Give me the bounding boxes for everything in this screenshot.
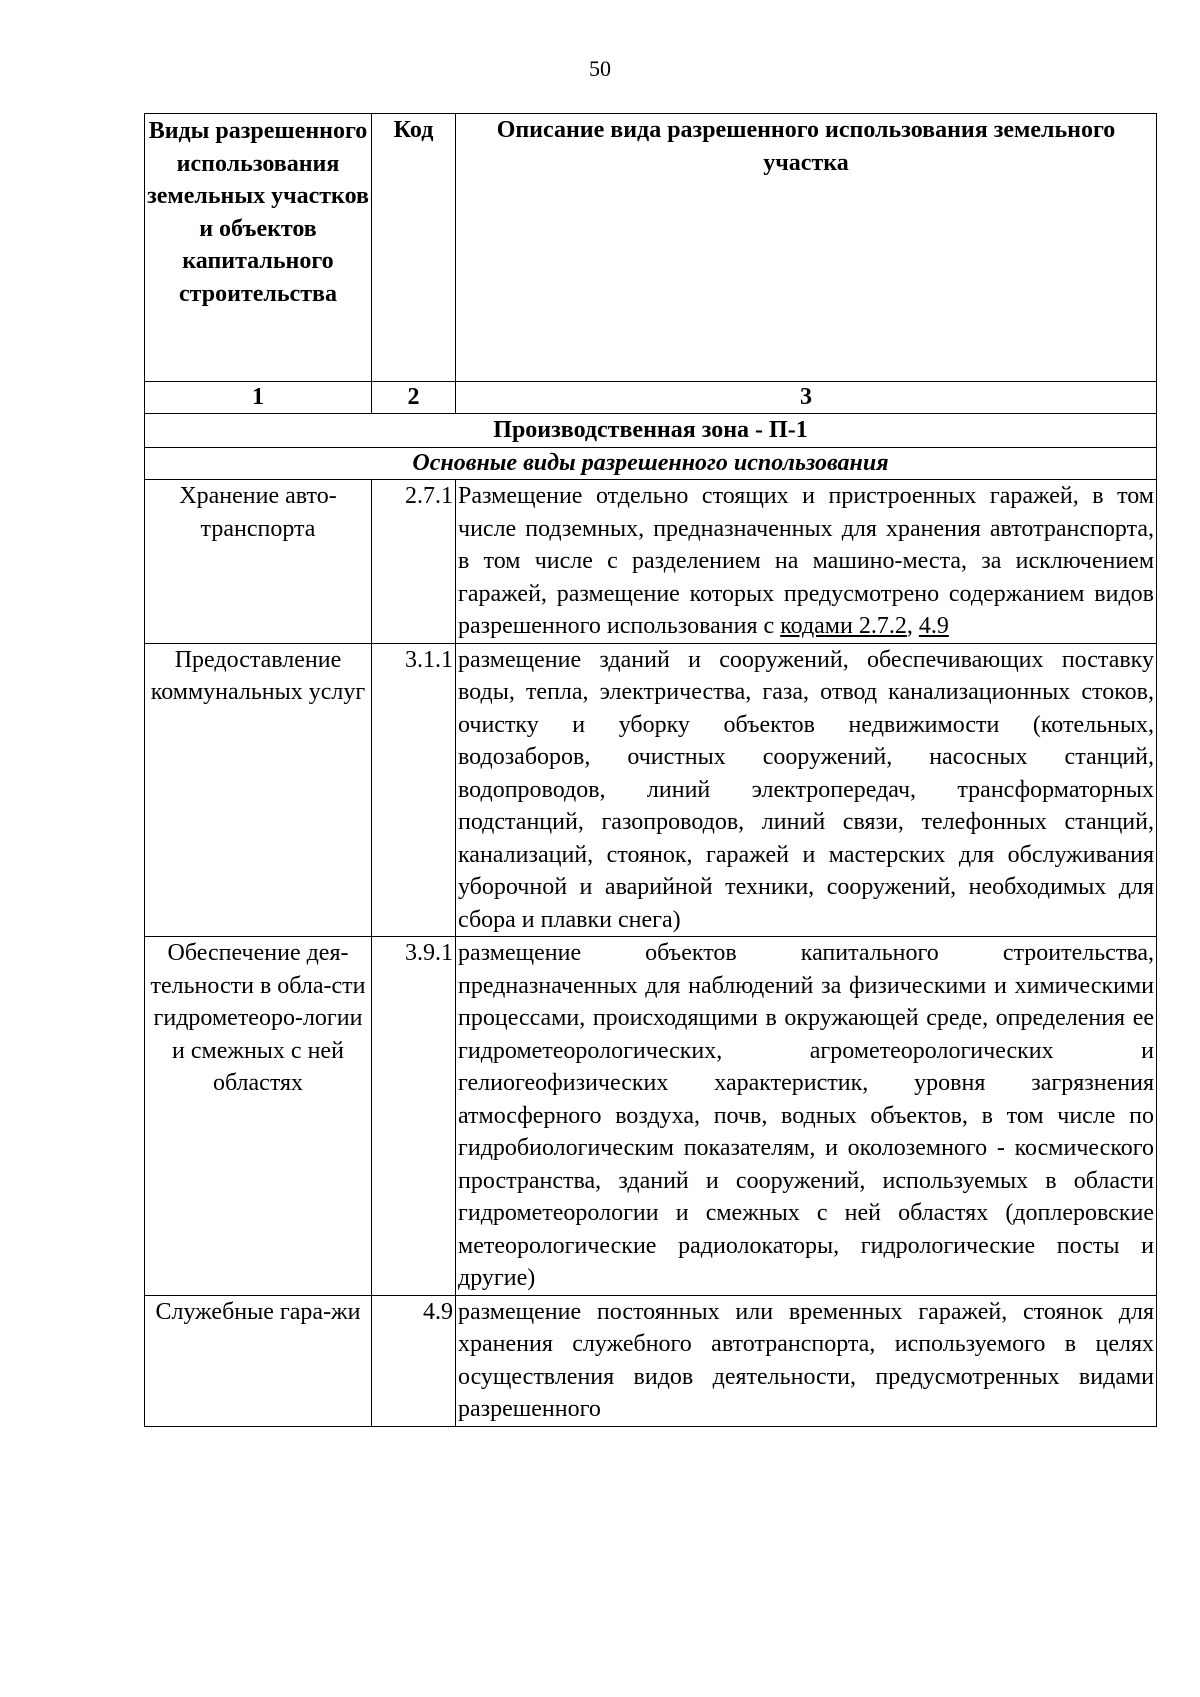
header-code: Код (372, 114, 456, 382)
land-use-description: размещение объектов капитального строительства, предназначенных для наблюдений за физическими и химическими процессами, происходящими в окружающей среде, определения ее гидрометеорологических, агрометеорологических и гелиогеофизических характеристик, уровня загрязнения атмосферного воздуха, почв, водных объектов, в том числе по гидробиологическим показателям, и околоземного - космического пространства, зданий и сооружений, используемых в области гидрометеорологии и смежных с ней областях (доплеровские метеорологические радиолокаторы, гидрологические посты и другие) (456, 937, 1157, 1296)
land-use-kind: Служебные гара-жи (145, 1295, 372, 1426)
land-use-code: 3.1.1 (372, 643, 456, 937)
land-use-kind: Хранение авто-транспорта (145, 480, 372, 644)
description-text: Размещение отдельно стоящих и пристроенных гаражей, в том числе подземных, предназначенных для хранения автотранспорта, в том числе с разделением на машино-места, за исключением гаражей, размещение которых предусмотрено содержанием видов разрешенного использования с (458, 483, 1154, 639)
table-header-row (145, 114, 1157, 382)
column-number: 3 (456, 382, 1157, 414)
description-separator: , (906, 613, 919, 639)
land-use-description (456, 480, 1157, 644)
table-row (145, 1295, 1157, 1426)
land-use-description: размещение постоянных или временных гаражей, стоянок для хранения служебного автотранспорта, используемого в целях осуществления видов деятельности, предусмотренных видами разрешенного (456, 1295, 1157, 1426)
land-use-code: 4.9 (372, 1295, 456, 1426)
zone-title: Производственная зона - П-1 (145, 414, 1157, 448)
column-numbers-row (145, 382, 1157, 414)
land-use-kind: Обеспечение дея-тельности в обла-сти гидрометеоро-логии и смежных с ней областях (145, 937, 372, 1296)
table-row (145, 937, 1157, 1296)
section-title-row (145, 448, 1157, 480)
column-number: 2 (372, 382, 456, 414)
land-use-code: 2.7.1 (372, 480, 456, 644)
section-title: Основные виды разрешенного использования (145, 448, 1157, 480)
header-description: Описание вида разрешенного использования земельного участка (456, 114, 1157, 382)
page-number: 50 (589, 56, 611, 81)
land-use-description: размещение зданий и сооружений, обеспечивающих поставку воды, тепла, электричества, газа, отвод канализационных стоков, очистку и уборку объектов недвижимости (котельных, водозаборов, очистных сооружений, насосных станций, водопроводов, линий электропередач, трансформаторных подстанций, газопроводов, линий связи, телефонных станций, канализаций, стоянок, гаражей и мастерских для обслуживания уборочной и аварийной техники, сооружений, необходимых для сбора и плавки снега) (456, 643, 1157, 937)
header-kind: Виды разрешенного использования земельных участков и объектов капитального строительства (145, 114, 372, 382)
code-reference-link[interactable]: 4.9 (918, 613, 949, 639)
land-use-code: 3.9.1 (372, 937, 456, 1296)
code-reference-link[interactable]: кодами 2.7.2 (780, 613, 907, 639)
land-use-kind: Предоставление коммунальных услуг (145, 643, 372, 937)
zone-title-row (145, 414, 1157, 448)
land-use-table (144, 113, 1157, 1427)
table-row (145, 480, 1157, 644)
column-number: 1 (145, 382, 372, 414)
table-row (145, 643, 1157, 937)
